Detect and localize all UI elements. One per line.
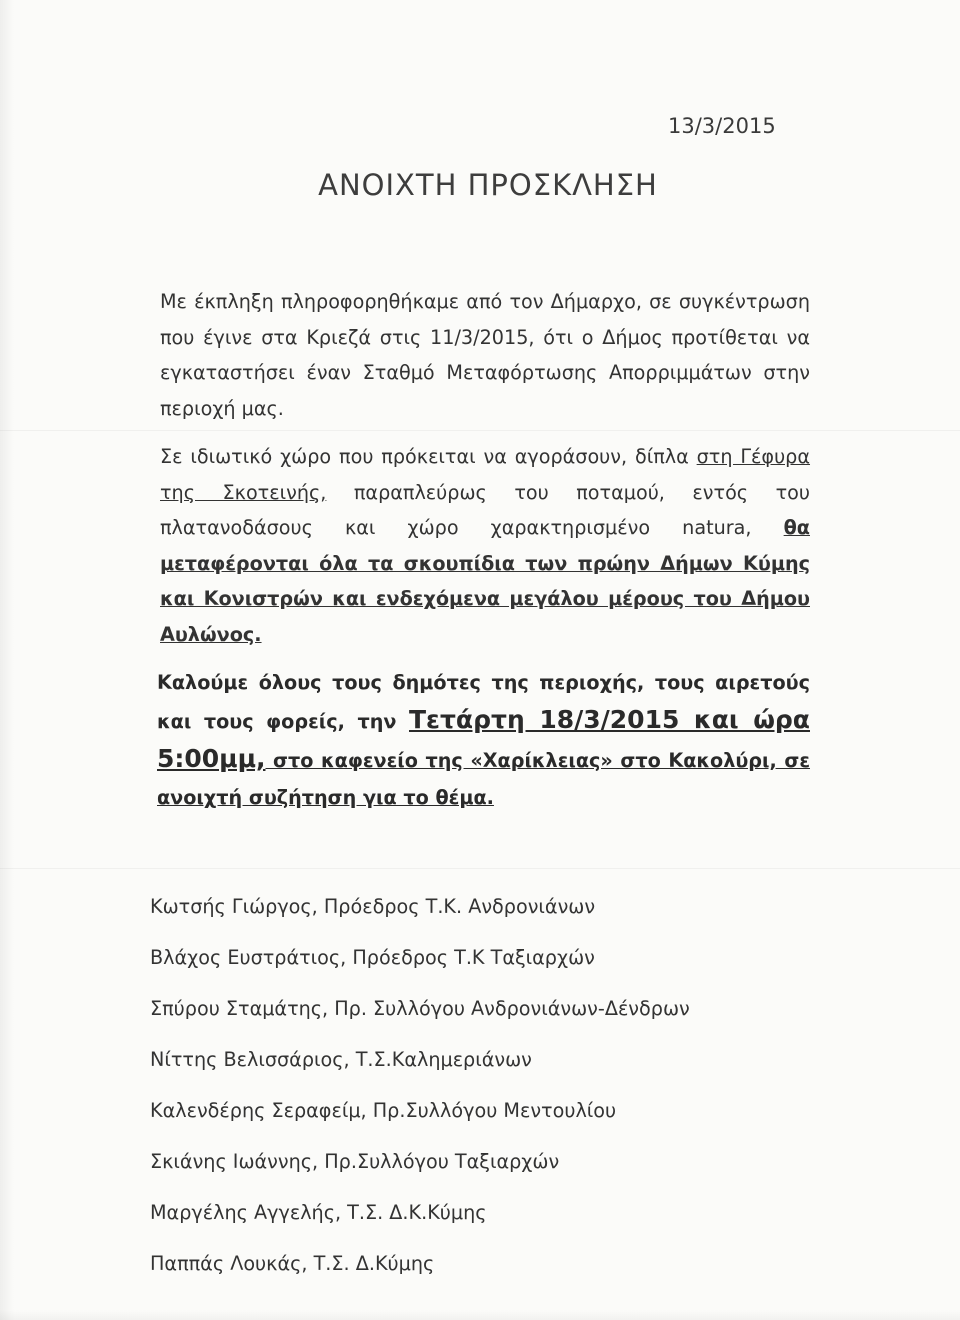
paper-fold-line [0, 430, 960, 431]
signatory: Βλάχος Ευστράτιος, Πρόεδρος Τ.Κ Ταξιαρχών [150, 946, 595, 969]
location-emphasis-text: θα μεταφέρονται όλα τα σκουπίδια των πρώην Δήμων Κύμης και Κονιστρών και ενδεχόμενα μεγάλου μέρους του Δήμου Αυλώνος. [160, 516, 810, 646]
letter-date: 13/3/2015 [668, 114, 776, 138]
signatory: Σκιάνης Ιωάννης, Πρ.Συλλόγου Ταξιαρχών [150, 1150, 560, 1173]
meeting-venue-text: στο καφενείο της «Χαρίκλειας» στο Κακολύρι, σε ανοιχτή συζήτηση για το θέμα. [157, 749, 810, 809]
paragraph-invitation [157, 664, 810, 816]
signatory: Κωτσής Γιώργος, Πρόεδρος Τ.Κ. Ανδρονιάνων [150, 895, 596, 918]
paper-fold-line [0, 868, 960, 869]
signatory: Σπύρου Σταμάτης, Πρ. Συλλόγου Ανδρονιάνων-Δένδρων [150, 997, 690, 1020]
signatory: Μαργέλης Αγγελής, Τ.Σ. Δ.Κ.Κύμης [150, 1201, 487, 1224]
signatory: Νίττης Βελισσάριος, Τ.Σ.Καλημεριάνων [150, 1048, 532, 1071]
paragraph-location [160, 439, 810, 652]
letter-title: ΑΝΟΙΧΤΗ ΠΡΟΣΚΛΗΣΗ [318, 168, 658, 202]
signatory: Παππάς Λουκάς, Τ.Σ. Δ.Κύμης [150, 1252, 435, 1275]
signatory: Καλενδέρης Σεραφείμ, Πρ.Συλλόγου Μεντουλίου [150, 1099, 617, 1122]
location-intro-text: Σε ιδιωτικό χώρο που πρόκειται να αγοράσουν, δίπλα [160, 445, 697, 468]
location-middle-text: παραπλεύρως του ποταμού, εντός του πλατανοδάσους και χώρο χαρακτηρισμένο natura, [160, 480, 810, 539]
paragraph-announcement: Με έκπληξη πληροφορηθήκαμε από τον Δήμαρχο, σε συγκέντρωση που έγινε στα Κριεζά στις 11/3/2015, ότι ο Δήμος προτίθεται να εγκαταστήσει έναν Σταθμό Μεταφόρτωσης Απορριμμάτων στην περιοχή μας. [160, 290, 810, 420]
invitation-intro-text: Καλούμε όλους τους δημότες της περιοχής, τους αιρετούς και τους φορείς, την [157, 671, 810, 733]
meeting-date-time: Τετάρτη 18/3/2015 και ώρα 5:00μμ, [157, 705, 810, 773]
location-bridge-text: στη Γέφυρα της Σκοτεινής, [160, 445, 811, 504]
